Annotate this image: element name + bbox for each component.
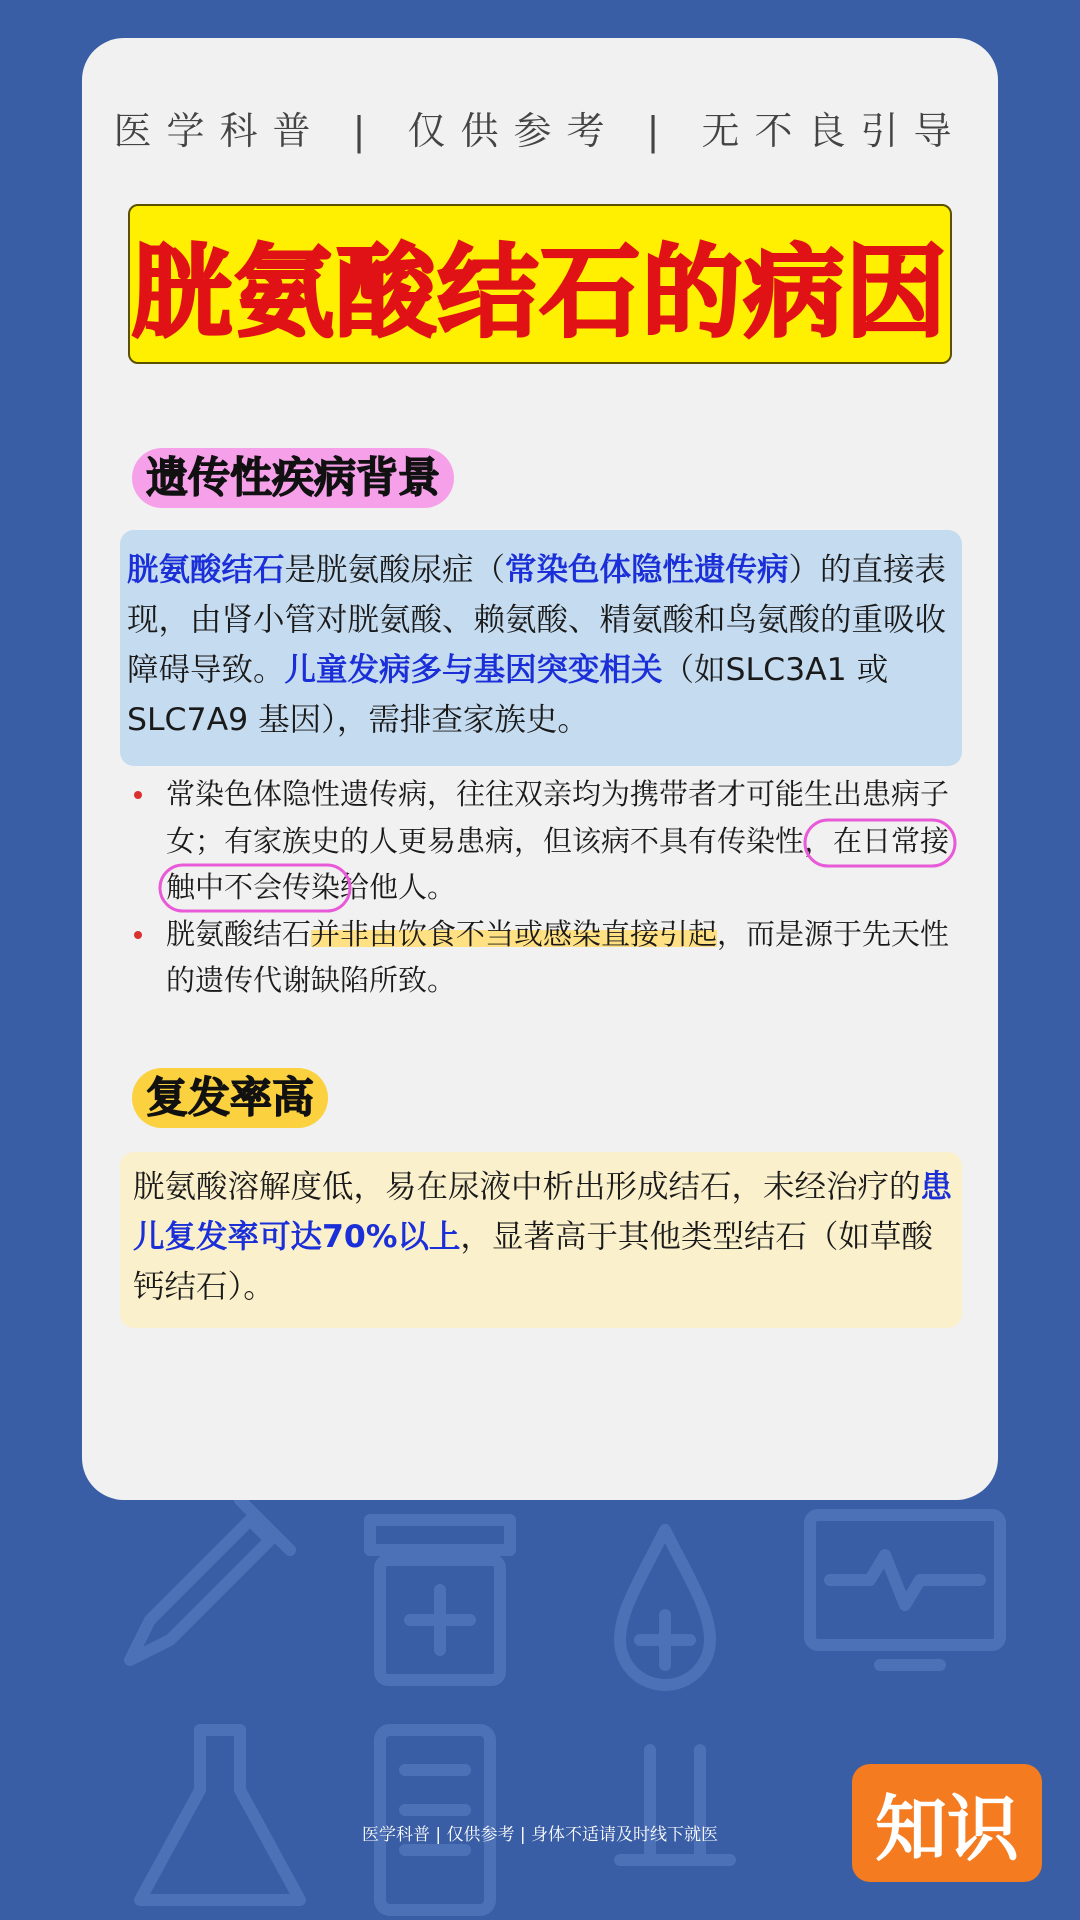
flask-icon xyxy=(140,1730,300,1900)
highlight-term: 儿童发病多与基因突变相关 xyxy=(284,652,663,688)
highlight-term: 患儿复发率可达70%以上 xyxy=(133,1169,953,1255)
section-label-genetic: 遗传性疾病背景 xyxy=(132,448,454,508)
monitor-icon xyxy=(810,1515,1000,1665)
list-item xyxy=(130,911,960,1004)
blood-drop-icon xyxy=(620,1530,710,1685)
paragraph-text: ，显著高于其他类型结石（如草酸钙结石）。 xyxy=(133,1219,933,1305)
bullet-text: ，而是源于先天性的遗传代谢缺陷所致。 xyxy=(166,916,950,997)
bullet-list xyxy=(130,771,960,1004)
paragraph-text: （如SLC3A1 或 SLC7A9 基因），需排查家族史。 xyxy=(127,652,889,738)
bullet-text: ，在日常接触中不会传染给他人。 xyxy=(166,823,950,904)
highlight-term: 常染色体隐性遗传病 xyxy=(505,552,789,588)
list-item xyxy=(130,771,960,911)
recurrence-paragraph xyxy=(133,1162,953,1312)
circled-text: 但该病不 xyxy=(543,823,660,858)
bullet-text: 胱氨酸结石 xyxy=(166,916,312,951)
dropper-icon xyxy=(130,1500,290,1660)
genetic-paragraph xyxy=(127,545,953,745)
page-title: 胱氨酸结石的病因 xyxy=(132,234,948,351)
section-label-recurrence: 复发率高 xyxy=(132,1068,328,1128)
paragraph-text: ）的直接表现，由肾小管对胱氨酸、赖氨酸、精氨酸和鸟氨酸的重吸收障碍导致。 xyxy=(127,552,947,688)
title-banner xyxy=(128,204,952,364)
medicine-bottle-icon xyxy=(370,1520,510,1680)
footer-disclaimer: 医学科普 | 仅供参考 | 身体不适请及时线下就医 xyxy=(361,1825,719,1845)
circled-text: 具有传染性 xyxy=(659,823,805,858)
bullet-text: 常染色体隐性遗传病，往往双亲均为携带者才可能生出患病子女；有家族史的人更易患病， xyxy=(166,777,950,858)
highlight-term: 胱氨酸结石 xyxy=(127,552,285,588)
paragraph-text: 胱氨酸溶解度低，易在尿液中析出形成结石，未经治疗的 xyxy=(133,1169,921,1205)
marker-highlight: 并非由饮食不当或感染直接引起 xyxy=(311,916,718,951)
knowledge-badge: 知识 xyxy=(852,1764,1042,1882)
header-tagline: 医学科普 | 仅供参考 | 无不良引导 xyxy=(113,109,967,153)
paragraph-text: 是胱氨酸尿症（ xyxy=(284,552,506,588)
